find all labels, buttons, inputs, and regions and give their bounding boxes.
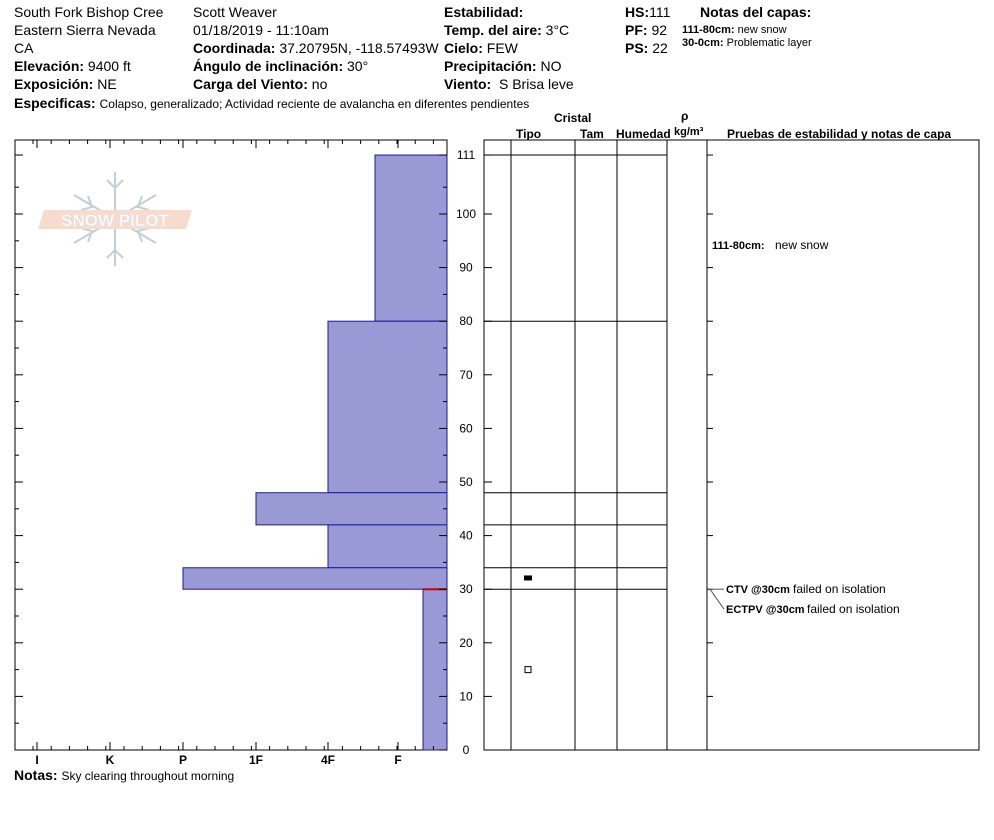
layer-note-1-text: new snow — [737, 24, 787, 36]
state-text: CA — [14, 40, 34, 56]
aspect-value: NE — [97, 76, 117, 92]
hardness-layer-3 — [256, 493, 447, 525]
stability-test-result: failed on isolation — [807, 602, 900, 617]
col-rho: ρ — [681, 109, 689, 123]
grain-filled-square — [524, 575, 532, 580]
ps-label: PS: — [625, 40, 649, 56]
layer-comment-note: new snow — [775, 238, 829, 252]
specifics-value: Colapso, generalizado; Actividad reciente de avalancha en diferentes pendientes — [99, 97, 530, 111]
coord-label: Coordinada: — [193, 40, 276, 56]
wind-label: Viento: — [444, 76, 492, 92]
depth-label-111: 111 — [456, 148, 476, 163]
hardness-layer-2 — [328, 321, 447, 493]
sky-value: FEW — [486, 40, 518, 56]
depth-label-90: 90 — [459, 260, 473, 275]
col-tam: Tam — [580, 127, 604, 141]
col-tipo: Tipo — [516, 127, 542, 141]
hs-label: HS: — [625, 4, 650, 20]
stability-test-name: CTV @30cm — [726, 584, 790, 597]
slope-label: Ángulo de inclinación: — [193, 58, 344, 74]
precip-value: NO — [540, 58, 562, 74]
stability-test-result: failed on isolation — [793, 582, 886, 597]
air-temp-label: Temp. del aire: — [444, 22, 542, 38]
depth-label-60: 60 — [459, 421, 473, 436]
hardness-layer-4 — [328, 525, 447, 568]
stability-test-name: ECTPV @30cm — [726, 604, 805, 617]
wind-load-value: no — [311, 76, 328, 92]
datetime-text: 01/18/2019 - 11:10am — [193, 22, 329, 38]
stability-label: Estabilidad: — [444, 4, 524, 20]
observer-text: Scott Weaver — [193, 4, 277, 20]
aspect-label: Exposición: — [14, 76, 94, 92]
hardness-layer-1 — [375, 155, 447, 321]
depth-label-20: 20 — [459, 635, 473, 650]
depth-label-50: 50 — [459, 475, 473, 489]
col-density-unit: kg/m³ — [674, 126, 704, 138]
depth-label-40: 40 — [459, 528, 473, 543]
hardness-label-4F: 4F — [320, 753, 336, 767]
layer-note-2-range: 30-0cm: — [682, 37, 724, 49]
notes-label: Notas: — [14, 767, 58, 783]
hardness-label-P: P — [178, 753, 188, 767]
depth-label-0: 0 — [462, 743, 470, 757]
hardness-label-1F: 1F — [248, 753, 264, 767]
notes-value: Sky clearing throughout morning — [61, 769, 235, 783]
sky-label: Cielo: — [444, 40, 483, 56]
col-tests-header: Pruebas de estabilidad y notas de capa — [727, 127, 952, 141]
depth-label-70: 70 — [459, 367, 473, 382]
hardness-layers — [183, 155, 447, 750]
pf-label: PF: — [625, 22, 648, 38]
pf-value: 92 — [651, 22, 668, 38]
layer-note-1-range: 111-80cm: — [682, 24, 735, 36]
hs-value: 111 — [649, 4, 671, 20]
location-text: South Fork Bishop Cree — [14, 4, 164, 20]
grain-symbols — [524, 575, 532, 672]
specifics-label: Especificas: — [14, 95, 96, 111]
air-temp-value: 3°C — [545, 22, 570, 38]
col-humedad: Humedad — [616, 127, 671, 141]
slope-value: 30° — [347, 58, 369, 74]
stability-tests — [710, 582, 900, 616]
depth-label-30: 30 — [459, 582, 473, 597]
wind-load-label: Carga del Viento: — [193, 76, 308, 92]
logo-text: SNOW PILOT — [61, 211, 169, 230]
layer-note-2-text: Problematic layer — [726, 37, 812, 49]
test-leader-line — [710, 589, 724, 609]
hardness-label-F: F — [394, 753, 402, 767]
grain-open-square — [525, 667, 531, 673]
range-text: Eastern Sierra Nevada — [14, 22, 156, 38]
depth-label-10: 10 — [459, 689, 473, 704]
layer-comments — [712, 238, 829, 252]
grain-table-frame — [484, 140, 979, 750]
hardness-layer-5 — [183, 568, 447, 589]
hardness-label-I: I — [35, 753, 39, 767]
snowpilot-logo — [38, 172, 192, 266]
elevation-label: Elevación: — [14, 58, 85, 74]
col-cristal: Cristal — [554, 111, 592, 125]
depth-label-100: 100 — [455, 207, 477, 221]
wind-value: S Brisa leve — [498, 76, 574, 92]
coord-value: 37.20795N, -118.57493W — [279, 40, 439, 56]
layer-comment-range: 111-80cm: — [712, 240, 765, 252]
elevation-value: 9400 ft — [87, 58, 131, 74]
layer-notes-label: Notas del capas: — [700, 4, 812, 20]
precip-label: Precipitación: — [444, 58, 537, 74]
hardness-label-K: K — [105, 753, 115, 767]
depth-label-80: 80 — [459, 314, 473, 329]
ps-value: 22 — [652, 40, 668, 56]
